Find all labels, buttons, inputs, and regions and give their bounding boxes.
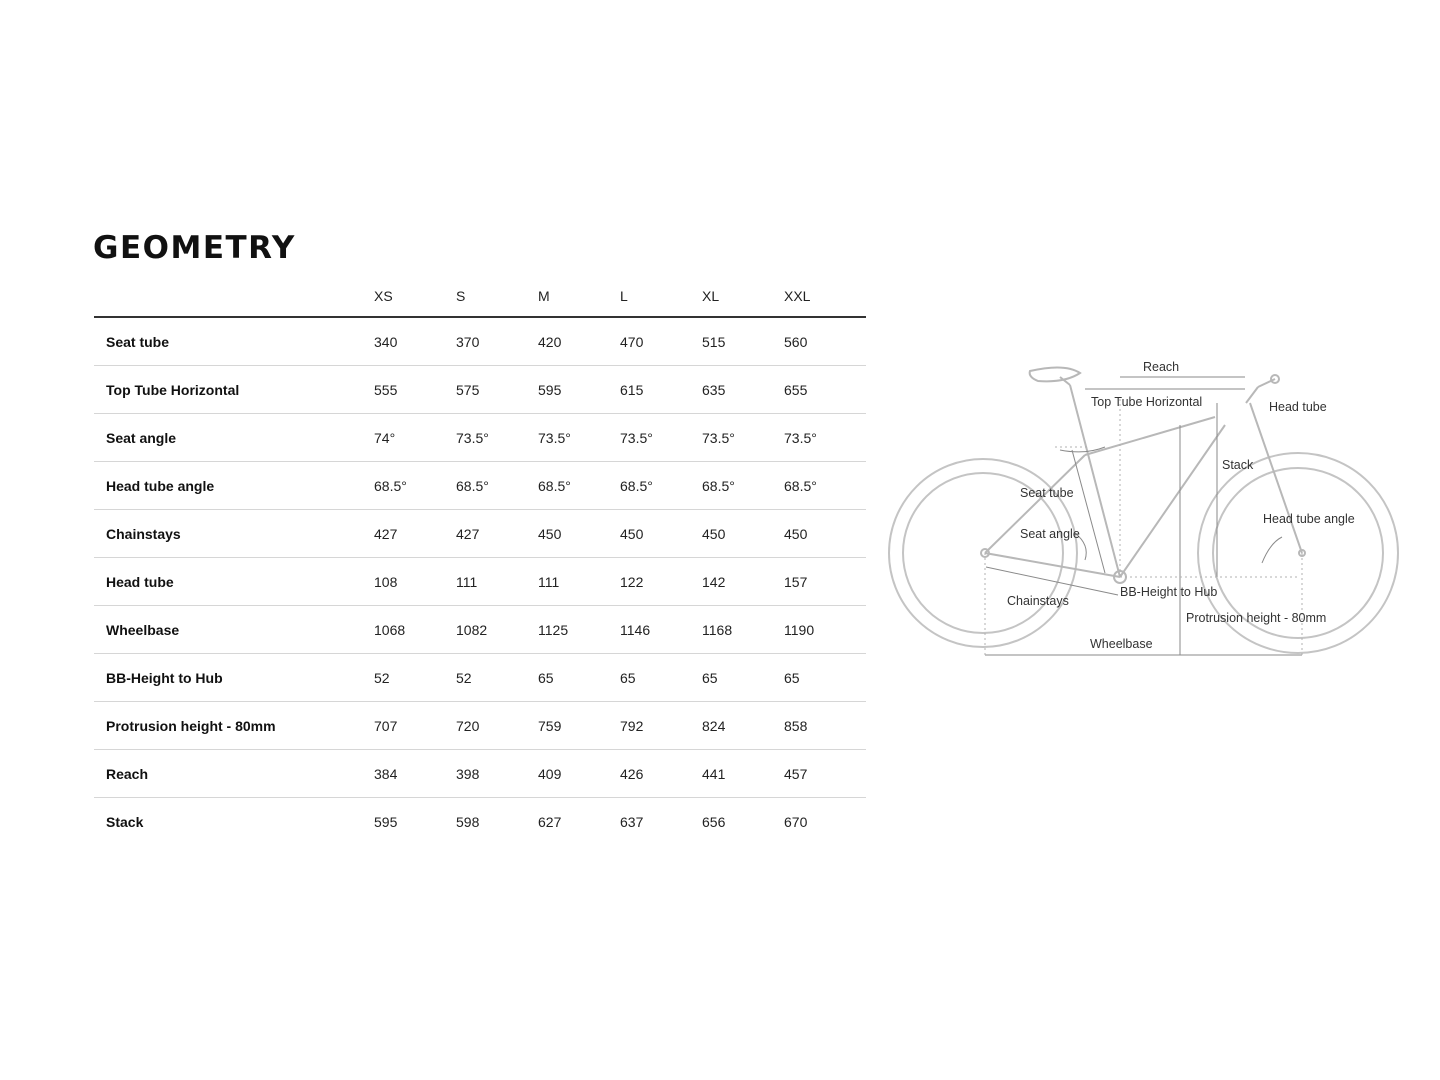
value-cell: 427: [374, 510, 456, 558]
size-header: XS: [374, 276, 456, 317]
value-cell: 457: [784, 750, 866, 798]
value-cell: 515: [702, 317, 784, 366]
value-cell: 370: [456, 317, 538, 366]
value-cell: 409: [538, 750, 620, 798]
row-label: BB-Height to Hub: [94, 654, 374, 702]
bike-geometry-diagram: [880, 355, 1410, 665]
label-chainstays: Chainstays: [1007, 594, 1069, 608]
value-cell: 707: [374, 702, 456, 750]
row-label: Head tube: [94, 558, 374, 606]
label-seat-angle: Seat angle: [1020, 527, 1080, 541]
label-wheelbase: Wheelbase: [1090, 637, 1153, 651]
table-row: [94, 702, 866, 750]
value-cell: 111: [538, 558, 620, 606]
row-label: Seat angle: [94, 414, 374, 462]
value-cell: 670: [784, 813, 808, 830]
value-cell: 450: [620, 510, 702, 558]
value-cell: 398: [456, 750, 538, 798]
row-label: Top Tube Horizontal: [94, 366, 374, 414]
value-cell: 560: [784, 317, 866, 366]
value-cell: 73.5°: [784, 414, 866, 462]
value-cell: 426: [620, 750, 702, 798]
value-cell: 108: [374, 558, 456, 606]
value-cell: 340: [374, 317, 456, 366]
size-header: L: [620, 276, 702, 317]
label-protrusion: Protrusion height - 80mm: [1186, 611, 1327, 625]
value-cell: 73.5°: [702, 414, 784, 462]
value-cell: 450: [538, 510, 620, 558]
label-head-tube: Head tube: [1269, 400, 1327, 414]
row-label: Reach: [94, 750, 374, 798]
value-cell: 1168: [702, 606, 784, 654]
value-cell: 720: [456, 702, 538, 750]
table-row: [94, 558, 866, 606]
row-label: Head tube angle: [94, 462, 374, 510]
value-cell: 52: [456, 654, 538, 702]
row-label: Stack: [106, 813, 144, 830]
value-cell: 427: [456, 510, 538, 558]
value-cell: 73.5°: [620, 414, 702, 462]
row-label: Wheelbase: [94, 606, 374, 654]
value-cell: 384: [374, 750, 456, 798]
value-cell: 65: [784, 654, 866, 702]
value-cell: 470: [620, 317, 702, 366]
value-cell: 655: [784, 366, 866, 414]
value-cell: 68.5°: [620, 462, 702, 510]
value-cell: 68.5°: [456, 462, 538, 510]
value-cell: 142: [702, 558, 784, 606]
value-cell: 792: [620, 702, 702, 750]
value-cell: 157: [784, 558, 866, 606]
label-top-tube: Top Tube Horizontal: [1091, 395, 1203, 409]
value-cell: 73.5°: [538, 414, 620, 462]
value-cell: 615: [620, 366, 702, 414]
value-cell: 122: [620, 558, 702, 606]
value-cell: 68.5°: [374, 462, 456, 510]
size-header: S: [456, 276, 538, 317]
value-cell: 1082: [456, 606, 538, 654]
table-row: [94, 798, 866, 846]
value-cell: 656: [702, 813, 726, 830]
table-row: [94, 366, 866, 414]
value-cell: 65: [620, 654, 702, 702]
value-cell: 420: [538, 317, 620, 366]
value-cell: 595: [374, 813, 398, 830]
table-row: [94, 750, 866, 798]
header-row: [94, 276, 866, 317]
diagram-labels: [1007, 360, 1355, 651]
value-cell: 575: [456, 366, 538, 414]
value-cell: 595: [538, 366, 620, 414]
label-bb-height: BB-Height to Hub: [1120, 585, 1218, 599]
geometry-table: [94, 276, 866, 845]
value-cell: 1068: [374, 606, 456, 654]
value-cell: 65: [702, 654, 784, 702]
page-title: GEOMETRY: [93, 230, 296, 266]
value-cell: 635: [702, 366, 784, 414]
value-cell: 450: [702, 510, 784, 558]
value-cell: 52: [374, 654, 456, 702]
value-cell: 759: [538, 702, 620, 750]
size-header: XL: [702, 276, 784, 317]
value-cell: 1146: [620, 606, 702, 654]
label-seat-tube: Seat tube: [1020, 486, 1074, 500]
table-row: [94, 317, 866, 366]
value-cell: 68.5°: [702, 462, 784, 510]
label-head-tube-angle: Head tube angle: [1263, 512, 1355, 526]
table-header: [94, 276, 866, 317]
value-cell: 858: [784, 702, 866, 750]
value-cell: 111: [456, 558, 538, 606]
table-row: [94, 414, 866, 462]
row-label: Chainstays: [94, 510, 374, 558]
value-cell: 627: [538, 813, 562, 830]
label-reach: Reach: [1143, 360, 1180, 374]
table-row: [94, 654, 866, 702]
table-row: [94, 462, 866, 510]
value-cell: 65: [538, 654, 620, 702]
value-cell: 637: [620, 813, 644, 830]
value-cell: 1125: [538, 606, 620, 654]
value-cell: 68.5°: [784, 462, 866, 510]
row-label: Seat tube: [94, 317, 374, 366]
value-cell: 598: [456, 813, 480, 830]
value-cell: 74°: [374, 414, 456, 462]
value-cell: 441: [702, 750, 784, 798]
size-header: M: [538, 276, 620, 317]
row-label: Protrusion height - 80mm: [94, 702, 374, 750]
value-cell: 824: [702, 702, 784, 750]
header-label-cell: [94, 276, 374, 317]
table-body: [94, 317, 866, 845]
size-header: XXL: [784, 276, 866, 317]
value-cell: 68.5°: [538, 462, 620, 510]
table-row: [94, 510, 866, 558]
value-cell: 555: [374, 366, 456, 414]
table-row: [94, 606, 866, 654]
value-cell: 450: [784, 510, 866, 558]
label-stack: Stack: [1222, 458, 1254, 472]
value-cell: 1190: [784, 606, 866, 654]
value-cell: 73.5°: [456, 414, 538, 462]
